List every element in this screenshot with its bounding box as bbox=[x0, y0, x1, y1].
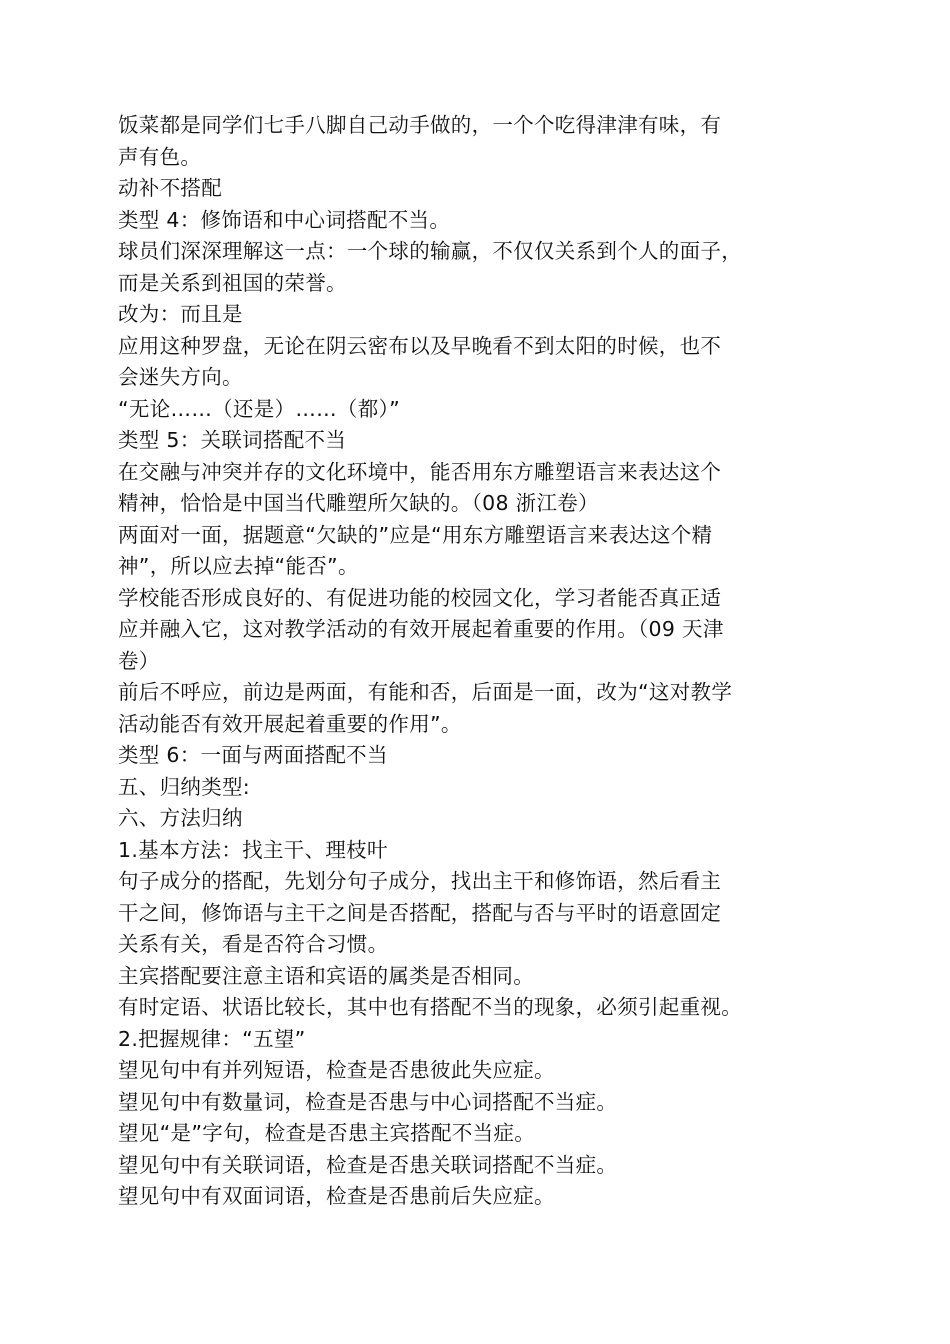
text-line: 而是关系到祖国的荣誉。 bbox=[118, 270, 347, 295]
text-line: 五、归纳类型: bbox=[118, 774, 251, 799]
text-line: 有时定语、状语比较长，其中也有搭配不当的现象，必须引起重视。 bbox=[118, 995, 742, 1019]
text-line: 改为：而且是 bbox=[118, 302, 243, 326]
text-line: 关系有关，看是否符合习惯。 bbox=[118, 932, 389, 956]
text-line: 类型 5：关联词搭配不当 bbox=[118, 428, 347, 452]
text-line: “无论……（还是）……（都）” bbox=[118, 396, 400, 421]
text-line: 饭菜都是同学们七手八脚自己动手做的，一个个吃得津津有味，有 bbox=[118, 113, 722, 137]
text-line: 望见句中有数量词，检查是否患与中心词搭配不当症。 bbox=[118, 1089, 618, 1114]
text-line: 干之间，修饰语与主干之间是否搭配，搭配与否与平时的语意固定 bbox=[118, 900, 722, 925]
text-line: 望见句中有双面词语，检查是否患前后失应症。 bbox=[118, 1184, 555, 1208]
text-line: 望见句中有并列短语，检查是否患彼此失应症。 bbox=[118, 1058, 555, 1082]
text-line: 两面对一面，据题意“欠缺的”应是“用东方雕塑语言来表达这个精 bbox=[118, 522, 713, 547]
text-line: 前后不呼应，前边是两面，有能和否，后面是一面，改为“这对教学 bbox=[118, 680, 733, 704]
text-line: 应并融入它，这对教学活动的有效开展起着重要的作用。（09 天津 bbox=[118, 617, 724, 641]
text-line: 学校能否形成良好的、有促进功能的校园文化，学习者能否真正适 bbox=[118, 585, 722, 610]
text-line: 类型 4：修饰语和中心词搭配不当。 bbox=[118, 207, 451, 232]
text-line: 精神，恰恰是中国当代雕塑所欠缺的。（08 浙江卷） bbox=[118, 491, 599, 515]
document-body bbox=[118, 110, 878, 1213]
text-line: 1.基本方法：找主干、理枝叶 bbox=[118, 837, 388, 862]
text-line: 球员们深深理解这一点：一个球的输赢，不仅仅关系到个人的面子， bbox=[118, 239, 742, 263]
text-line: 在交融与冲突并存的文化环境中，能否用东方雕塑语言来表达这个 bbox=[118, 459, 722, 484]
text-line: 会迷失方向。 bbox=[118, 365, 243, 389]
text-line: 望见“是”字句，检查是否患主宾搭配不当症。 bbox=[118, 1121, 536, 1145]
text-line: 类型 6：一面与两面搭配不当 bbox=[118, 743, 388, 767]
text-line: 声有色。 bbox=[118, 144, 202, 169]
text-line: 动补不搭配 bbox=[118, 176, 222, 200]
text-line: 神”，所以应去掉“能否”。 bbox=[118, 554, 359, 578]
text-line: 望见句中有关联词语，检查是否患关联词搭配不当症。 bbox=[118, 1152, 618, 1177]
text-line: 六、方法归纳 bbox=[118, 806, 243, 830]
text-line: 句子成分的搭配，先划分句子成分，找出主干和修饰语，然后看主 bbox=[118, 869, 722, 893]
text-line: 2.把握规律：“五望” bbox=[118, 1026, 306, 1051]
text-line: 应用这种罗盘，无论在阴云密布以及早晚看不到太阳的时候，也不 bbox=[118, 333, 722, 358]
text-line: 主宾搭配要注意主语和宾语的属类是否相同。 bbox=[118, 963, 534, 988]
text-line: 活动能否有效开展起着重要的作用”。 bbox=[118, 711, 462, 736]
text-line: 卷） bbox=[118, 648, 160, 673]
